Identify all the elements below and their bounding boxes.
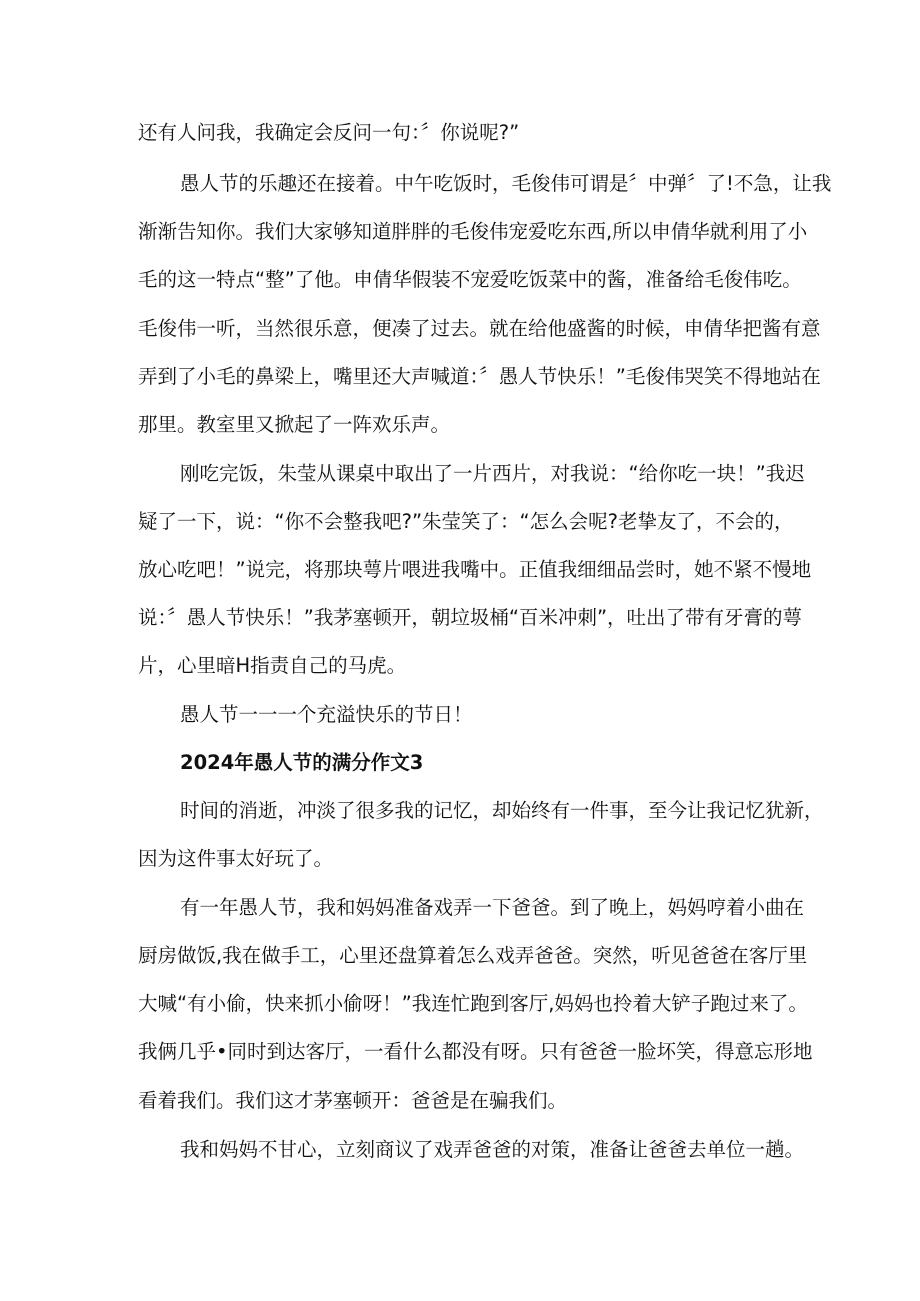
text-line: 看着我们。我们这才茅塞顿开：爸爸是在骗我们。: [138, 1089, 568, 1112]
text-line: 我俩几乎•同时到达客厅，一看什么都没有呀。只有爸爸一脸坏笑，得意忘形地: [138, 1040, 813, 1063]
text-line: 疑了一下，说：“你不会整我吧?”朱莹笑了：“怎么会呢?老挚友了，不会的，: [138, 510, 794, 533]
text-line: 弄到了小毛的鼻梁上，嘴里还大声喊道：〞愚人节快乐！”毛俊伟哭笑不得地站在: [138, 365, 821, 388]
text-line: 那里。教室里又掀起了一阵欢乐声。: [138, 413, 451, 436]
text-line: 毛俊伟一听，当然很乐意，便凑了过去。就在给他盛酱的时候，申倩华把酱有意: [138, 317, 821, 340]
text-line: 我和妈妈不甘心，立刻商议了戏弄爸爸的对策，准备让爸爸去单位一趟。: [180, 1138, 805, 1161]
text-line: 渐渐告知你。我们大家够知道胖胖的毛俊伟宠爱吃东西,所以申倩华就利用了小: [138, 220, 808, 243]
section-heading: 2024年愚人节的满分作文3: [180, 751, 424, 774]
text-line: 厨房做饭,我在做手工，心里还盘算着怎么戏弄爸爸。突然，听见爸爸在客厅里: [138, 944, 808, 967]
text-line: 刚吃完饭，朱莹从课桌中取出了一片西片，对我说：“给你吃一块！”我迟: [180, 462, 805, 485]
text-line: 愚人节一一一个充溢快乐的节日！: [180, 703, 473, 726]
text-line: 毛的这一特点“整”了他。申倩华假装不宠爱吃饭菜中的酱，准备给毛俊伟吃。: [138, 268, 802, 291]
text-line: 有一年愚人节，我和妈妈准备戏弄一下爸爸。到了晚上，妈妈哼着小曲在: [180, 896, 805, 919]
text-line: 说：〞愚人节快乐！”我茅塞顿开，朝垃圾桶“百米冲刺”，吐出了带有牙膏的萼: [138, 606, 803, 629]
text-line: 大喊“有小偷，快来抓小偷呀！”我连忙跑到客厅,妈妈也拎着大铲子跑过来了。: [138, 992, 808, 1015]
text-line: 愚人节的乐趣还在接着。中午吃饭时，毛俊伟可谓是〞中弹〞了!不急，让我: [180, 172, 832, 195]
text-line: 放心吃吧！”说完，将那块萼片喂进我嘴中。正值我细细品尝时，她不紧不慢地: [138, 558, 812, 581]
text-line: 还有人问我，我确定会反问一句：〞你说呢?”: [138, 121, 520, 144]
text-line: 因为这件事太好玩了。: [138, 847, 334, 870]
text-line: 时间的消逝，冲淡了很多我的记忆，却始终有一件事，至今让我记忆犹新，: [180, 799, 824, 822]
text-line: 片，心里暗H指责自己的马虎。: [138, 654, 407, 677]
